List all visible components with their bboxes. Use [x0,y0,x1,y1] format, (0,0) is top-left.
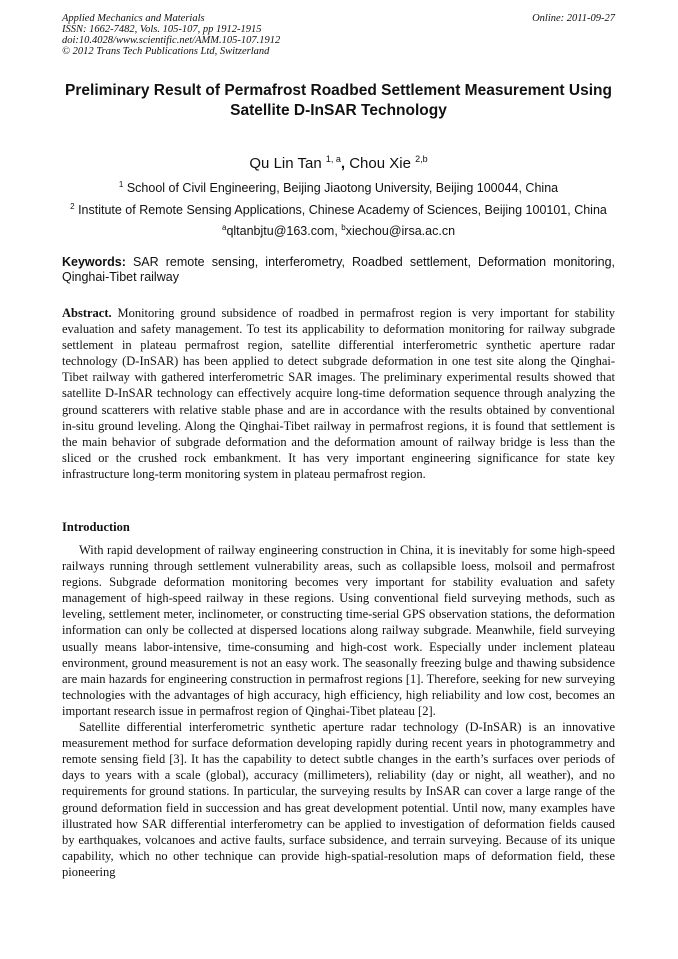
email-address: qltanbjtu@163.com, [226,224,338,239]
paragraph: Satellite differential interferometric synthetic aperture radar technology (D-InSAR) is an innovative measurement method for surface deformation developing rapidly during recent years in photogrammetry and remote sensing field [3]. It has the capability to detect subtle changes in the earth’s surfaces over periods of days to years with a scale (global), accuracy (millimeters), reliability (day or night, all weather), and no requirements for ground stations. In particular, the surveying results by InSAR can cover a large range of the ground deformation field in succession and has great development potential. Until now, many examples have illustrated how SAR differential interferometry can be applied to investigation of deformation fields caused by earthquakes, volcanoes and active faults, surface subsidence, and terrain surveying. Because of its unique capability, which no other technique can provide high-spatial-resolution maps of deformation field, these pioneering [62,720,615,879]
paper-title: Preliminary Result of Permafrost Roadbed Settlement Measurement Using Satellite D-InSAR Technology [65,82,612,119]
issn-line: ISSN: 1662-7482, Vols. 105-107, pp 1912-1915 [62,24,262,35]
author-superscript: 2,b [415,154,428,164]
author-line [62,150,615,173]
keywords [62,255,615,285]
author-name: Chou Xie [349,155,411,172]
affiliation-2 [62,199,615,218]
abstract-label: Abstract. [62,306,112,320]
introduction-body [62,542,615,880]
keywords-label: Keywords: [62,255,126,269]
abstract-text: Monitoring ground subsidence of roadbed in permafrost region is very important for stability evaluation and safety management. To test its applicability to deformation monitoring for railway subgrade settlement in plateau permafrost region, satellite differential interferometric synthetic aperture radar technology (D-InSAR) has been applied to detect subgrade deformation in one test site along the Qinghai-Tibet railway with gathered interferometric SAR images. The preliminary experimental results showed that satellite D-InSAR technology can effectively acquire long-time deformation sequence through analyzing the ground scatterers with relative stable phase and are in accordance with the results obtained by conventional in-situ ground leveling. Along the Qinghai-Tibet railway in permafrost regions, it is found that settlement is the main behavior of subgrade deformation and the deformation amount of railway bridge is less than the sliced or the crushed rock embankment. It has very important engineering significance for state key infrastructure long-term monitoring system in plateau permafrost region. [62,306,615,481]
affiliation-superscript: 1 [118,180,124,189]
author-separator: , [340,155,350,172]
email-address: xiechou@irsa.ac.cn [345,224,456,239]
paragraph: With rapid development of railway engineering construction in China, it is inevitably for some high-speed railways running through settlement vulnerability areas, such as collapsible loess, molsoil and permafrost regions. Subgrade deformation monitoring becomes very important for stability evaluation and safety management of high-speed railway in these regions. Using conventional field surveying methods, such as leveling, settlement meter, inclinometer, or constructing time-serial GPS observation stations, the deformation information can only be collected at dispersed locations along railway subgrade. Meanwhile, field surveying usually means labor-intensive, time-consuming and high-cost work. Especially under inclement plateau environment, ground measurement is not an easy work. The seasonally freezing bulge and thawing subsidence are main hazards for engineering construction in permafrost regions [1]. Therefore, seeking for new surveying technologies with the advantages of high accuracy, high efficiency, high reliability and low cost, becomes an important research issue in permafrost region of Qinghai-Tibet plateau [2]. [62,543,615,718]
journal-name: Applied Mechanics and Materials [62,13,205,24]
affiliation-1 [62,177,615,196]
affiliation-text: School of Civil Engineering, Beijing Jiaotong University, Beijing 100044, China [126,181,559,196]
doi-line: doi:10.4028/www.scientific.net/AMM.105-107.1912 [62,35,281,46]
introduction-heading: Introduction [62,520,130,534]
email-line [62,220,615,239]
online-date: Online: 2011-09-27 [532,13,615,24]
affiliation-superscript: 2 [70,202,75,211]
keywords-text: SAR remote sensing, interferometry, Roadbed settlement, Deformation monitoring, Qinghai-Tibet railway [62,255,615,284]
author-superscript: 1, a [325,154,341,164]
abstract [62,305,615,482]
email-superscript: b [341,223,346,232]
author-name: Qu Lin Tan [249,155,322,172]
copyright-line: © 2012 Trans Tech Publications Ltd, Switzerland [62,46,270,57]
email-superscript: a [221,223,227,232]
journal-header [62,13,280,57]
affiliation-text: Institute of Remote Sensing Applications, Chinese Academy of Sciences, Beijing 100101, China [78,203,607,218]
